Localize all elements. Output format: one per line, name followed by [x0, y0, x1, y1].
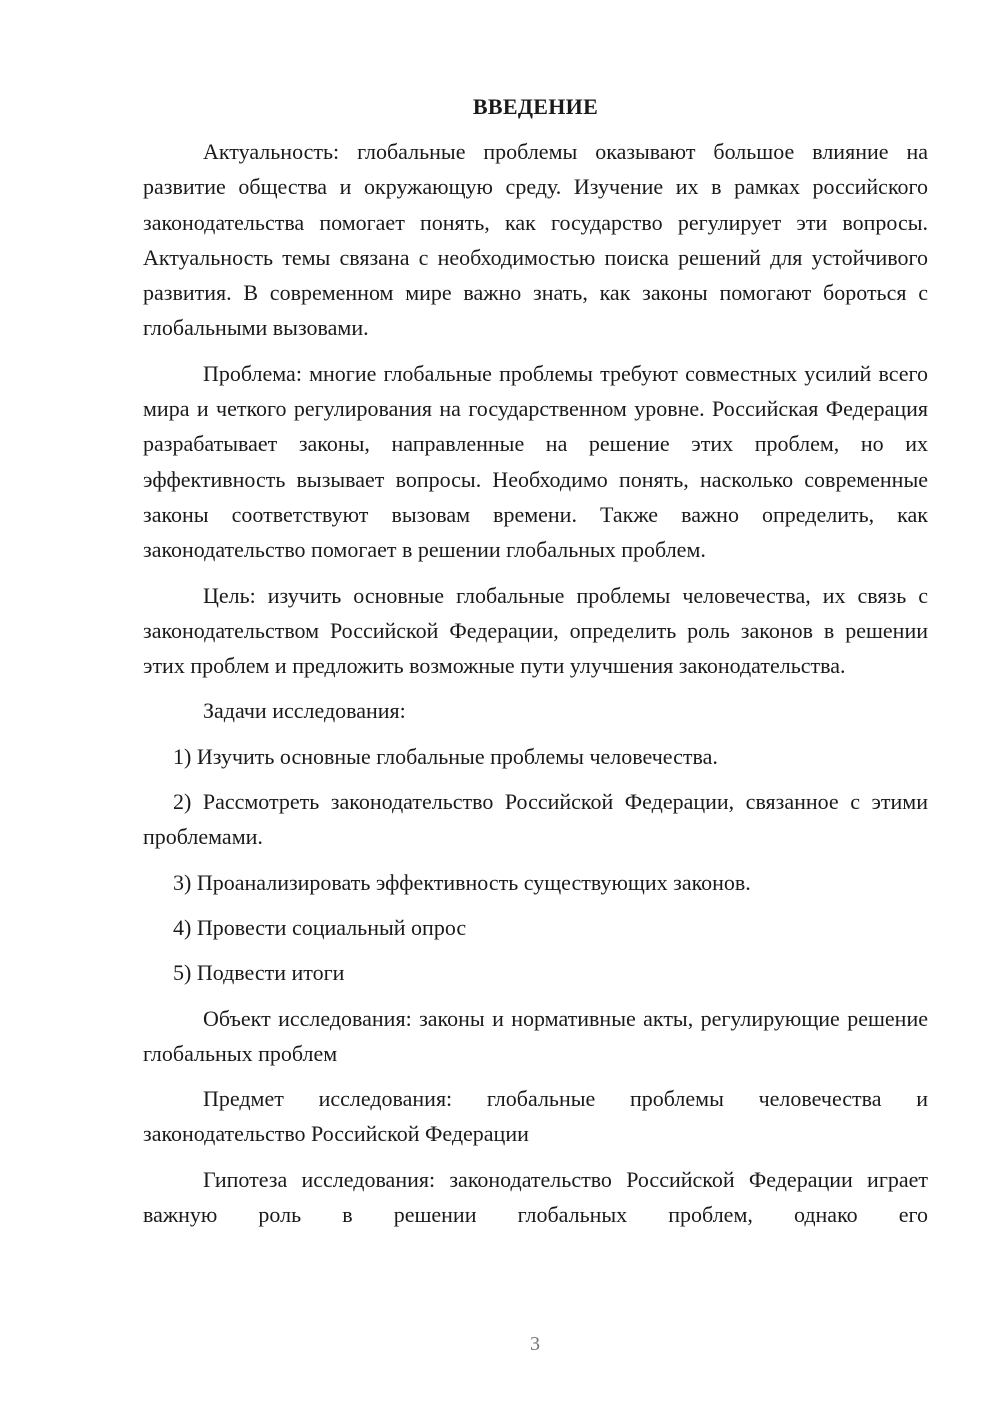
object-paragraph: Объект исследования: законы и нормативные акты, регулирующие решение глобальных проблем — [143, 1005, 928, 1066]
tasks-heading: Задачи исследования: — [203, 698, 406, 724]
task-item-2: 2) Рассмотреть законодательство Российской Федерации, связанное с этими проблемами. — [143, 789, 928, 850]
task-item-5: 5) Подвести итоги — [173, 960, 345, 986]
subject-paragraph: Предмет исследования: глобальные проблемы человечества и законодательство Российской Федерации — [143, 1086, 928, 1147]
task-item-1: 1) Изучить основные глобальные проблемы человечества. — [173, 743, 718, 769]
relevance-paragraph: Актуальность: глобальные проблемы оказывают большое влияние на развитие общества и окружающую среду. Изучение их в рамках российского законодательства помогает понять, как государство регулирует эти вопросы. Актуальность темы связана с необходимостью поиска решений для устойчивого развития. В современном мире важно знать, как законы помогают бороться с глобальными вызовами. — [143, 139, 928, 341]
goal-paragraph: Цель: изучить основные глобальные проблемы человечества, их связь с законодательством Российской Федерации, определить роль законов в решении этих проблем и предложить возможные пути улучшения законодательства. — [143, 582, 928, 679]
task-item-4: 4) Провести социальный опрос — [173, 914, 467, 940]
problem-paragraph: Проблема: многие глобальные проблемы требуют совместных усилий всего мира и четкого регулирования на государственном уровне. Российская Федерация разрабатывает законы, направленные на решение этих проблем, но их эффективность вызывает вопросы. Необходимо понять, насколько современные законы соответствуют вызовам времени. Также важно определить, как законодательство помогает в решении глобальных проблем. — [143, 360, 928, 563]
hypothesis-paragraph: Гипотеза исследования: законодательство Российской Федерации играет важную роль в решении глобальных проблем, однако его — [143, 1166, 928, 1228]
page-number: 3 — [530, 1333, 540, 1355]
task-item-3: 3) Проанализировать эффективность существующих законов. — [173, 869, 751, 895]
document-page — [143, 92, 928, 1242]
section-title: ВВЕДЕНИЕ — [472, 94, 599, 119]
